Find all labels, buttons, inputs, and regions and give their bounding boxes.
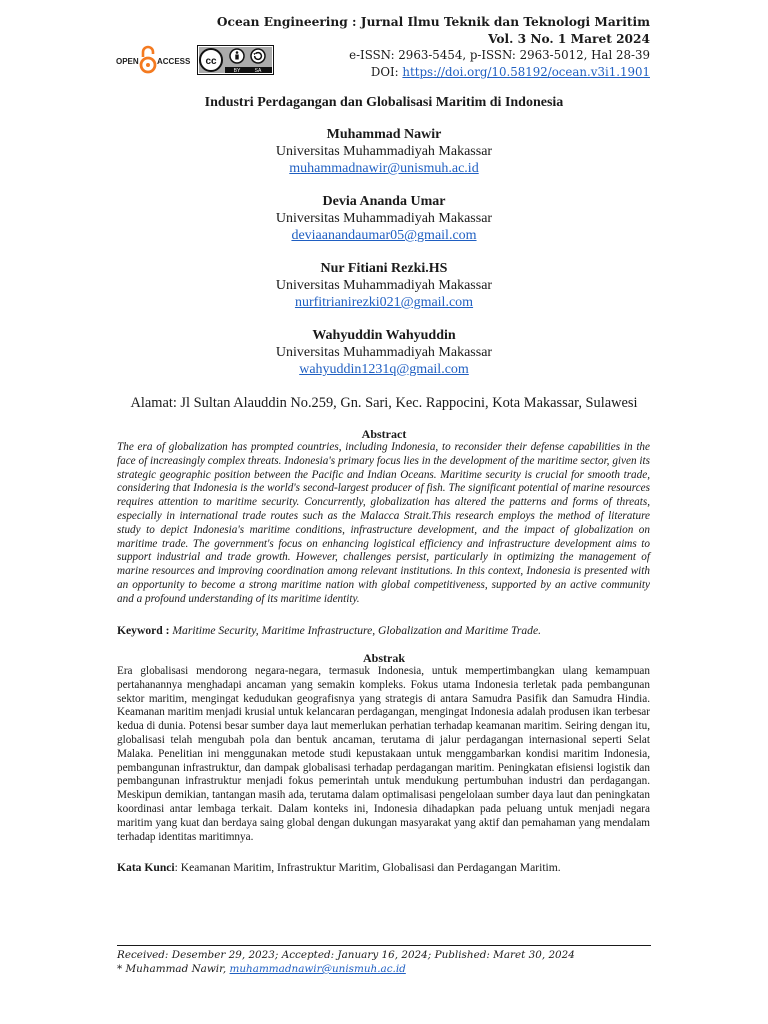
author-email-link[interactable]: wahyuddin1231q@gmail.com — [299, 362, 469, 377]
author-email-link[interactable]: deviaanandaumar05@gmail.com — [291, 228, 477, 243]
corresponding-author — [117, 962, 575, 976]
author-affiliation: Universitas Muhammadiyah Makassar — [275, 278, 493, 293]
cc-sa-text: SA — [254, 68, 262, 74]
author-affiliation: Universitas Muhammadiyah Makassar — [275, 211, 493, 226]
svg-text:cc: cc — [205, 56, 217, 67]
footer-notes — [117, 948, 575, 976]
abstract-text: The era of globalization has prompted countries, including Indonesia, to reconsider their defense capabilities in the face of increasingly complex threats. Indonesia's primary focus lies in the development of the maritime sector, given its strategic geographic position between the Pacific and Indian Oceans. Maritime security is crucial for smooth trade, considering that Indonesia is the world's second-largest producer of fish. The significant potential of marine resources requires attention to maritime security. Concurrently, globalization has altered the patterns and forms of threats, especially in international trade routes such as the Malacca Strait.This research employs the method of literature study to depict Indonesia's maritime conditions, infrastructure development, and the impact of globalization on maritime trade. The government's focus on enhancing logistical efficiency and infrastructure development aims to support industrial and trade growth. However, challenges persist, particularly in optimizing the management of marine resources and improving coordination among relevant institutions. In this context, Indonesia is presented with an opportunity to become a strong maritime nation with global competitiveness, supported by an active community and a profound understanding of its maritime identity. — [117, 441, 650, 605]
abstract-heading: Abstract — [361, 427, 407, 441]
author-email-link[interactable]: nurfitrianirezki021@gmail.com — [294, 295, 474, 310]
journal-volume: Vol. 3 No. 1 Maret 2024 — [488, 31, 650, 46]
keywords-text: Maritime Security, Maritime Infrastructure, Globalization and Maritime Trade. — [172, 624, 542, 637]
corresponding-author-name: * Muhammad Nawir, — [117, 963, 230, 975]
author-list — [0, 126, 768, 394]
journal-doi — [217, 64, 650, 81]
cc-by-text: BY — [233, 68, 241, 74]
author-block — [0, 126, 768, 193]
doi-label: DOI: — [370, 64, 403, 79]
author-name: Muhammad Nawir — [326, 127, 442, 142]
open-access-logo — [116, 45, 192, 75]
corresponding-email-link[interactable]: muhammadnawir@unismuh.ac.id — [229, 963, 406, 975]
author-affiliation: Universitas Muhammadiyah Makassar — [275, 345, 493, 360]
author-name: Nur Fitiani Rezki.HS — [320, 261, 448, 276]
open-lock-icon — [141, 47, 155, 72]
author-block — [0, 327, 768, 394]
author-name: Wahyuddin Wahyuddin — [312, 328, 456, 343]
open-access-text-left: OPEN — [116, 57, 139, 66]
abstrak-heading: Abstrak — [362, 651, 405, 665]
author-email-link[interactable]: muhammadnawir@unismuh.ac.id — [289, 161, 479, 176]
kata-kunci-label: Kata Kunci — [117, 861, 175, 874]
publication-dates: Received: Desember 29, 2023; Accepted: January 16, 2024; Published: Maret 30, 2024 — [117, 949, 575, 961]
journal-name: Ocean Engineering : Jurnal Ilmu Teknik dan Teknologi Maritim — [216, 15, 650, 29]
footer-divider — [117, 945, 651, 946]
keywords-line — [117, 624, 650, 637]
paper-title: Industri Perdagangan dan Globalisasi Maritim di Indonesia — [204, 95, 564, 110]
kata-kunci-text: : Keamanan Maritim, Infrastruktur Maritim, Globalisasi dan Perdagangan Maritim. — [174, 861, 561, 874]
abstrak-text: Era globalisasi mendorong negara-negara, termasuk Indonesia, untuk mempertimbangkan ulang kemampuan pertahanannya menghadapi ancaman yang semakin kompleks. Fokus utama Indonesia terletak pada pembangunan sektor maritim, mengingat kedudukan geografisnya yang strategis di antara Samudra Pasifik dan Samudra Hindia. Keamanan maritim menjadi krusial untuk kelancaran perdagangan, mengingat Indonesia adalah produsen ikan terbesar kedua di dunia. Potensi besar sumber daya laut memerlukan perhatian terhadap keamanan maritim. Seiring dengan itu, globalisasi telah mengubah pola dan bentuk ancaman, terutama di jalur perdagangan internasional seperti Selat Malaka. Penelitian ini menggunakan metode studi kepustakaan untuk menggambarkan kondisi maritim Indonesia, pembangunan infrastruktur, dan dampak globalisasi terhadap perdagangan maritim. Peningkatan efisiensi logistik dan pembangunan infrastruktur menjadi fokus pemerintah untuk mendukung pertumbuhan industri dan perdagangan. Meskipun demikian, tantangan masih ada, terutama dalam optimalisasi pengelolaan sumber daya laut dan peningkatan koordinasi antar lembaga terkait. Dalam konteks ini, Indonesia dihadapkan pada peluang untuk menjadi negara maritim yang kuat dan berdaya saing global dengan dukungan masyarakat yang aktif dan pemahaman yang mendalam terhadap identitas maritimnya. — [117, 665, 650, 843]
author-affiliation: Universitas Muhammadiyah Makassar — [275, 144, 493, 159]
journal-header — [217, 14, 650, 80]
author-address: Alamat: Jl Sultan Alauddin No.259, Gn. Sari, Kec. Rappocini, Kota Makassar, Sulawesi — [130, 395, 638, 411]
doi-link[interactable]: https://doi.org/10.58192/ocean.v3i1.1901 — [402, 64, 650, 79]
journal-issn: e-ISSN: 2963-5454, p-ISSN: 2963-5012, Hal 28-39 — [349, 48, 650, 62]
open-access-text-right: ACCESS — [157, 57, 191, 66]
author-block — [0, 260, 768, 327]
keywords-label: Keyword : — [117, 624, 173, 637]
kata-kunci-line — [117, 861, 650, 874]
author-block — [0, 193, 768, 260]
author-name: Devia Ananda Umar — [322, 194, 446, 209]
